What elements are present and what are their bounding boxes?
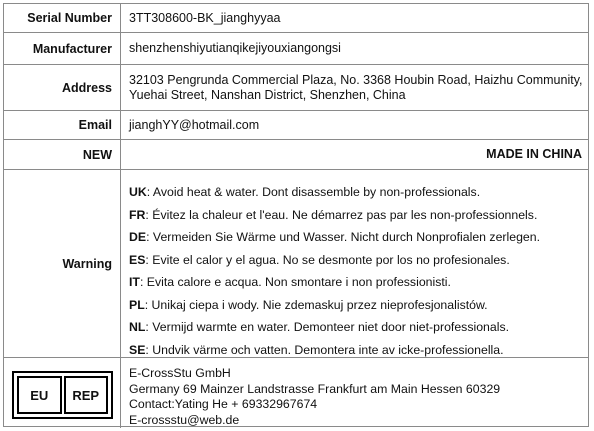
email-label: Email — [4, 111, 121, 139]
eu-rep-email: E-crossstu@web.de — [129, 412, 240, 427]
warning-item-uk: UK: Avoid heat & water. Dont disassemble by non-professionals. — [129, 185, 481, 199]
email-value: jianghYY@hotmail.com — [129, 117, 260, 132]
manufacturer-row — [4, 33, 588, 65]
made-in-china-value: MADE IN CHINA — [486, 147, 582, 161]
warning-item-pl: PL: Unikaj ciepa i wody. Nie zdemaskuj przez nieprofesjonalistów. — [129, 297, 488, 312]
eu-rep-address: Germany 69 Mainzer Landstrasse Frankfurt am Main Hessen 60329 — [129, 381, 501, 396]
address-value — [121, 65, 588, 110]
address-row — [4, 65, 588, 111]
warning-row — [4, 170, 588, 358]
serial-number-row — [4, 4, 588, 33]
warning-item-de: DE: Vermeiden Sie Wärme und Wasser. Nicht durch Nonprofialen zerlegen. — [129, 230, 541, 244]
warning-item-it: IT: Evita calore e acqua. Non smontare i non professionisti. — [129, 275, 451, 289]
eu-rep-badge — [12, 371, 113, 419]
product-label-table — [3, 3, 589, 427]
warning-item-nl: NL: Vermijd warmte en water. Demonteer niet door niet-professionals. — [129, 320, 510, 334]
address-line-1: 32103 Pengrunda Commercial Plaza, No. 3368 Houbin Road, Haizhu Community, — [129, 72, 583, 87]
rep-badge-text: REP — [64, 376, 109, 414]
address-line-2: Yuehai Street, Nanshan District, Shenzhen, China — [129, 87, 406, 102]
warning-list — [121, 170, 588, 357]
eu-rep-company: E-CrossStu GmbH — [129, 366, 231, 380]
address-label: Address — [4, 65, 121, 110]
eu-rep-row — [4, 358, 588, 428]
new-label: NEW — [4, 140, 121, 169]
eu-rep-contact: Contact:Yating He + 69332967674 — [129, 397, 318, 411]
origin-row — [4, 140, 588, 170]
eu-rep-badge-cell — [4, 358, 121, 428]
warning-item-fr: FR: Évitez la chaleur et l'eau. Ne démarrez pas par les non-professionnels. — [129, 207, 538, 222]
eu-badge-text: EU — [17, 376, 62, 414]
warning-item-es: ES: Evite el calor y el agua. No se desmonte por los no profesionales. — [129, 252, 510, 267]
email-row — [4, 111, 588, 140]
serial-number-value: 3TT308600-BK_jianghyyaa — [129, 10, 281, 25]
manufacturer-label: Manufacturer — [4, 33, 121, 64]
warning-label: Warning — [4, 170, 121, 357]
eu-rep-details — [121, 358, 588, 428]
manufacturer-value: shenzhenshiyutianqikejiyouxiangongsi — [129, 41, 341, 55]
warning-item-se: SE: Undvik värme och vatten. Demontera inte av icke-professionella. — [129, 342, 504, 357]
serial-number-label: Serial Number — [4, 4, 121, 32]
